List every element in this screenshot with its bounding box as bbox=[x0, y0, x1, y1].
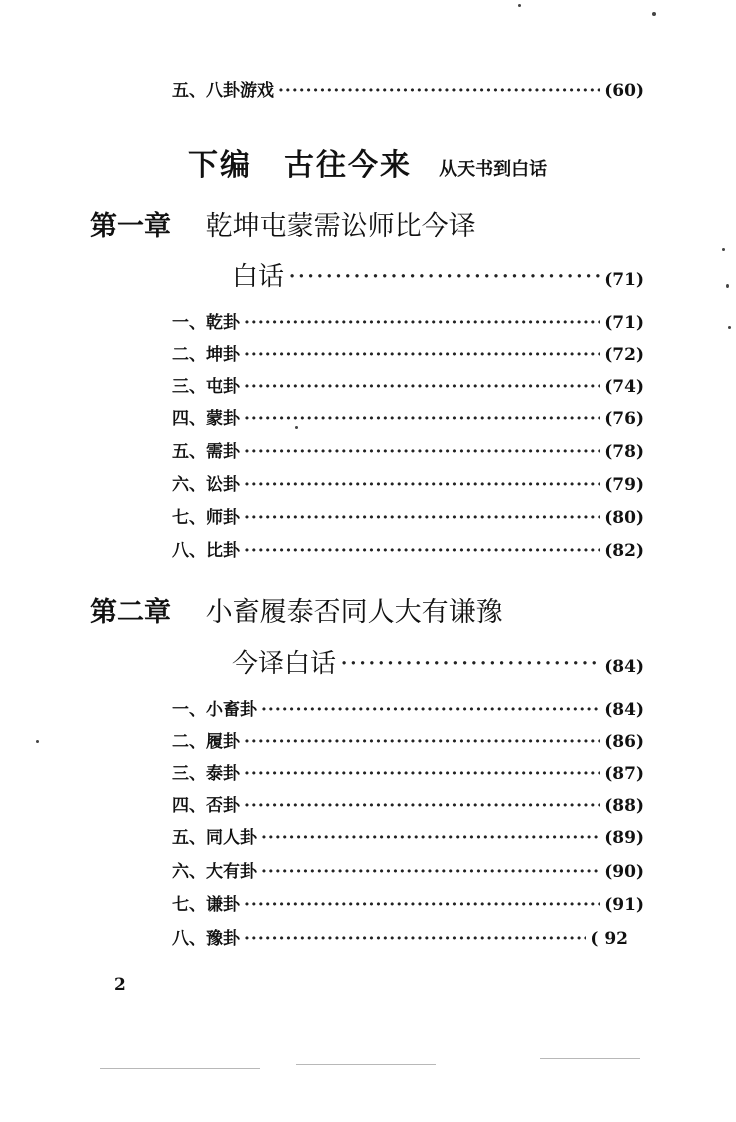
chapter-2-continuation bbox=[232, 643, 644, 680]
toc-entry bbox=[172, 791, 644, 816]
entry-page: (72) bbox=[604, 345, 644, 365]
entry-label: 八、豫卦 bbox=[172, 929, 240, 949]
entry-page: (82) bbox=[604, 541, 644, 561]
dot-leader bbox=[244, 377, 600, 397]
entry-label: 四、蒙卦 bbox=[172, 409, 240, 429]
scan-line bbox=[296, 1064, 436, 1065]
chapter-title: 乾坤屯蒙需讼师比今译 bbox=[205, 211, 476, 242]
entry-page: (79) bbox=[604, 475, 644, 495]
chapter-number: 第二章 bbox=[90, 597, 171, 628]
toc-entry bbox=[172, 759, 644, 784]
entry-label: 六、讼卦 bbox=[172, 475, 240, 495]
dot-leader bbox=[244, 345, 600, 365]
entry-label: 三、泰卦 bbox=[172, 764, 240, 784]
toc-entry bbox=[172, 536, 644, 561]
toc-entry bbox=[172, 924, 628, 949]
entry-page: (78) bbox=[604, 442, 644, 462]
entry-page: (74) bbox=[604, 377, 644, 397]
entry-label: 六、大有卦 bbox=[172, 862, 257, 882]
entry-page: (88) bbox=[604, 796, 644, 816]
entry-label: 五、同人卦 bbox=[172, 828, 257, 848]
entry-page: (87) bbox=[604, 764, 644, 784]
scan-speck bbox=[518, 4, 521, 7]
entry-page: (71) bbox=[604, 313, 644, 333]
part-title: 下编 古往今来 bbox=[188, 148, 412, 183]
chapter-title-continuation: 今译白话 bbox=[232, 649, 337, 679]
scan-speck bbox=[728, 326, 731, 329]
dot-leader bbox=[261, 862, 600, 882]
toc-entry bbox=[172, 470, 644, 495]
entry-page: (89) bbox=[604, 828, 644, 848]
chapter-1-heading bbox=[90, 204, 476, 243]
dot-leader bbox=[261, 828, 600, 848]
chapter-title-continuation: 白话 bbox=[232, 262, 285, 292]
toc-entry bbox=[172, 503, 644, 528]
toc-entry bbox=[172, 857, 644, 882]
chapter-number: 第一章 bbox=[90, 211, 171, 242]
entry-label: 七、师卦 bbox=[172, 508, 240, 528]
entry-label: 二、履卦 bbox=[172, 732, 240, 752]
entry-label: 五、八卦游戏 bbox=[172, 81, 274, 101]
dot-leader bbox=[261, 700, 600, 720]
entry-label: 一、小畜卦 bbox=[172, 700, 257, 720]
scan-line bbox=[540, 1058, 640, 1059]
part-note: 从天书到白话 bbox=[439, 159, 548, 180]
entry-label: 五、需卦 bbox=[172, 442, 240, 462]
toc-entry bbox=[172, 727, 644, 752]
dot-leader bbox=[244, 895, 600, 915]
entry-page: ( 92 bbox=[590, 929, 628, 949]
chapter-page: (84) bbox=[604, 657, 644, 677]
dot-leader bbox=[244, 508, 600, 528]
toc-entry bbox=[172, 437, 644, 462]
scan-speck bbox=[295, 426, 298, 429]
dot-leader bbox=[278, 81, 600, 101]
toc-entry bbox=[172, 308, 644, 333]
scan-line bbox=[100, 1068, 260, 1069]
entry-label: 三、屯卦 bbox=[172, 377, 240, 397]
dot-leader bbox=[244, 541, 600, 561]
part-heading bbox=[188, 140, 547, 184]
dot-leader bbox=[288, 262, 600, 292]
entry-label: 八、比卦 bbox=[172, 541, 240, 561]
dot-leader bbox=[244, 475, 600, 495]
chapter-title: 小畜履泰否同人大有谦豫 bbox=[205, 597, 503, 628]
scan-speck bbox=[726, 284, 729, 288]
entry-label: 四、否卦 bbox=[172, 796, 240, 816]
toc-entry bbox=[172, 372, 644, 397]
entry-label: 一、乾卦 bbox=[172, 313, 240, 333]
dot-leader bbox=[244, 796, 600, 816]
entry-label: 七、谦卦 bbox=[172, 895, 240, 915]
entry-page: (84) bbox=[604, 700, 644, 720]
entry-page: (91) bbox=[604, 895, 644, 915]
dot-leader bbox=[244, 929, 586, 949]
chapter-1-continuation bbox=[232, 256, 644, 293]
toc-entry bbox=[172, 695, 644, 720]
dot-leader bbox=[244, 764, 600, 784]
dot-leader bbox=[244, 313, 600, 333]
toc-entry bbox=[172, 823, 644, 848]
entry-page: (80) bbox=[604, 508, 644, 528]
scan-speck bbox=[36, 740, 39, 743]
dot-leader bbox=[244, 442, 600, 462]
dot-leader bbox=[340, 649, 600, 679]
entry-label: 二、坤卦 bbox=[172, 345, 240, 365]
entry-page: (86) bbox=[604, 732, 644, 752]
toc-entry bbox=[172, 340, 644, 365]
toc-entry bbox=[172, 404, 644, 429]
scan-speck bbox=[722, 248, 725, 251]
entry-page: (90) bbox=[604, 862, 644, 882]
page-number: 2 bbox=[114, 975, 126, 995]
chapter-2-heading bbox=[90, 590, 503, 629]
scan-speck bbox=[652, 12, 656, 16]
dot-leader bbox=[244, 732, 600, 752]
entry-page: (76) bbox=[604, 409, 644, 429]
toc-entry-top bbox=[172, 76, 644, 101]
entry-page: (60) bbox=[604, 81, 644, 101]
chapter-page: (71) bbox=[604, 270, 644, 290]
toc-entry bbox=[172, 890, 644, 915]
